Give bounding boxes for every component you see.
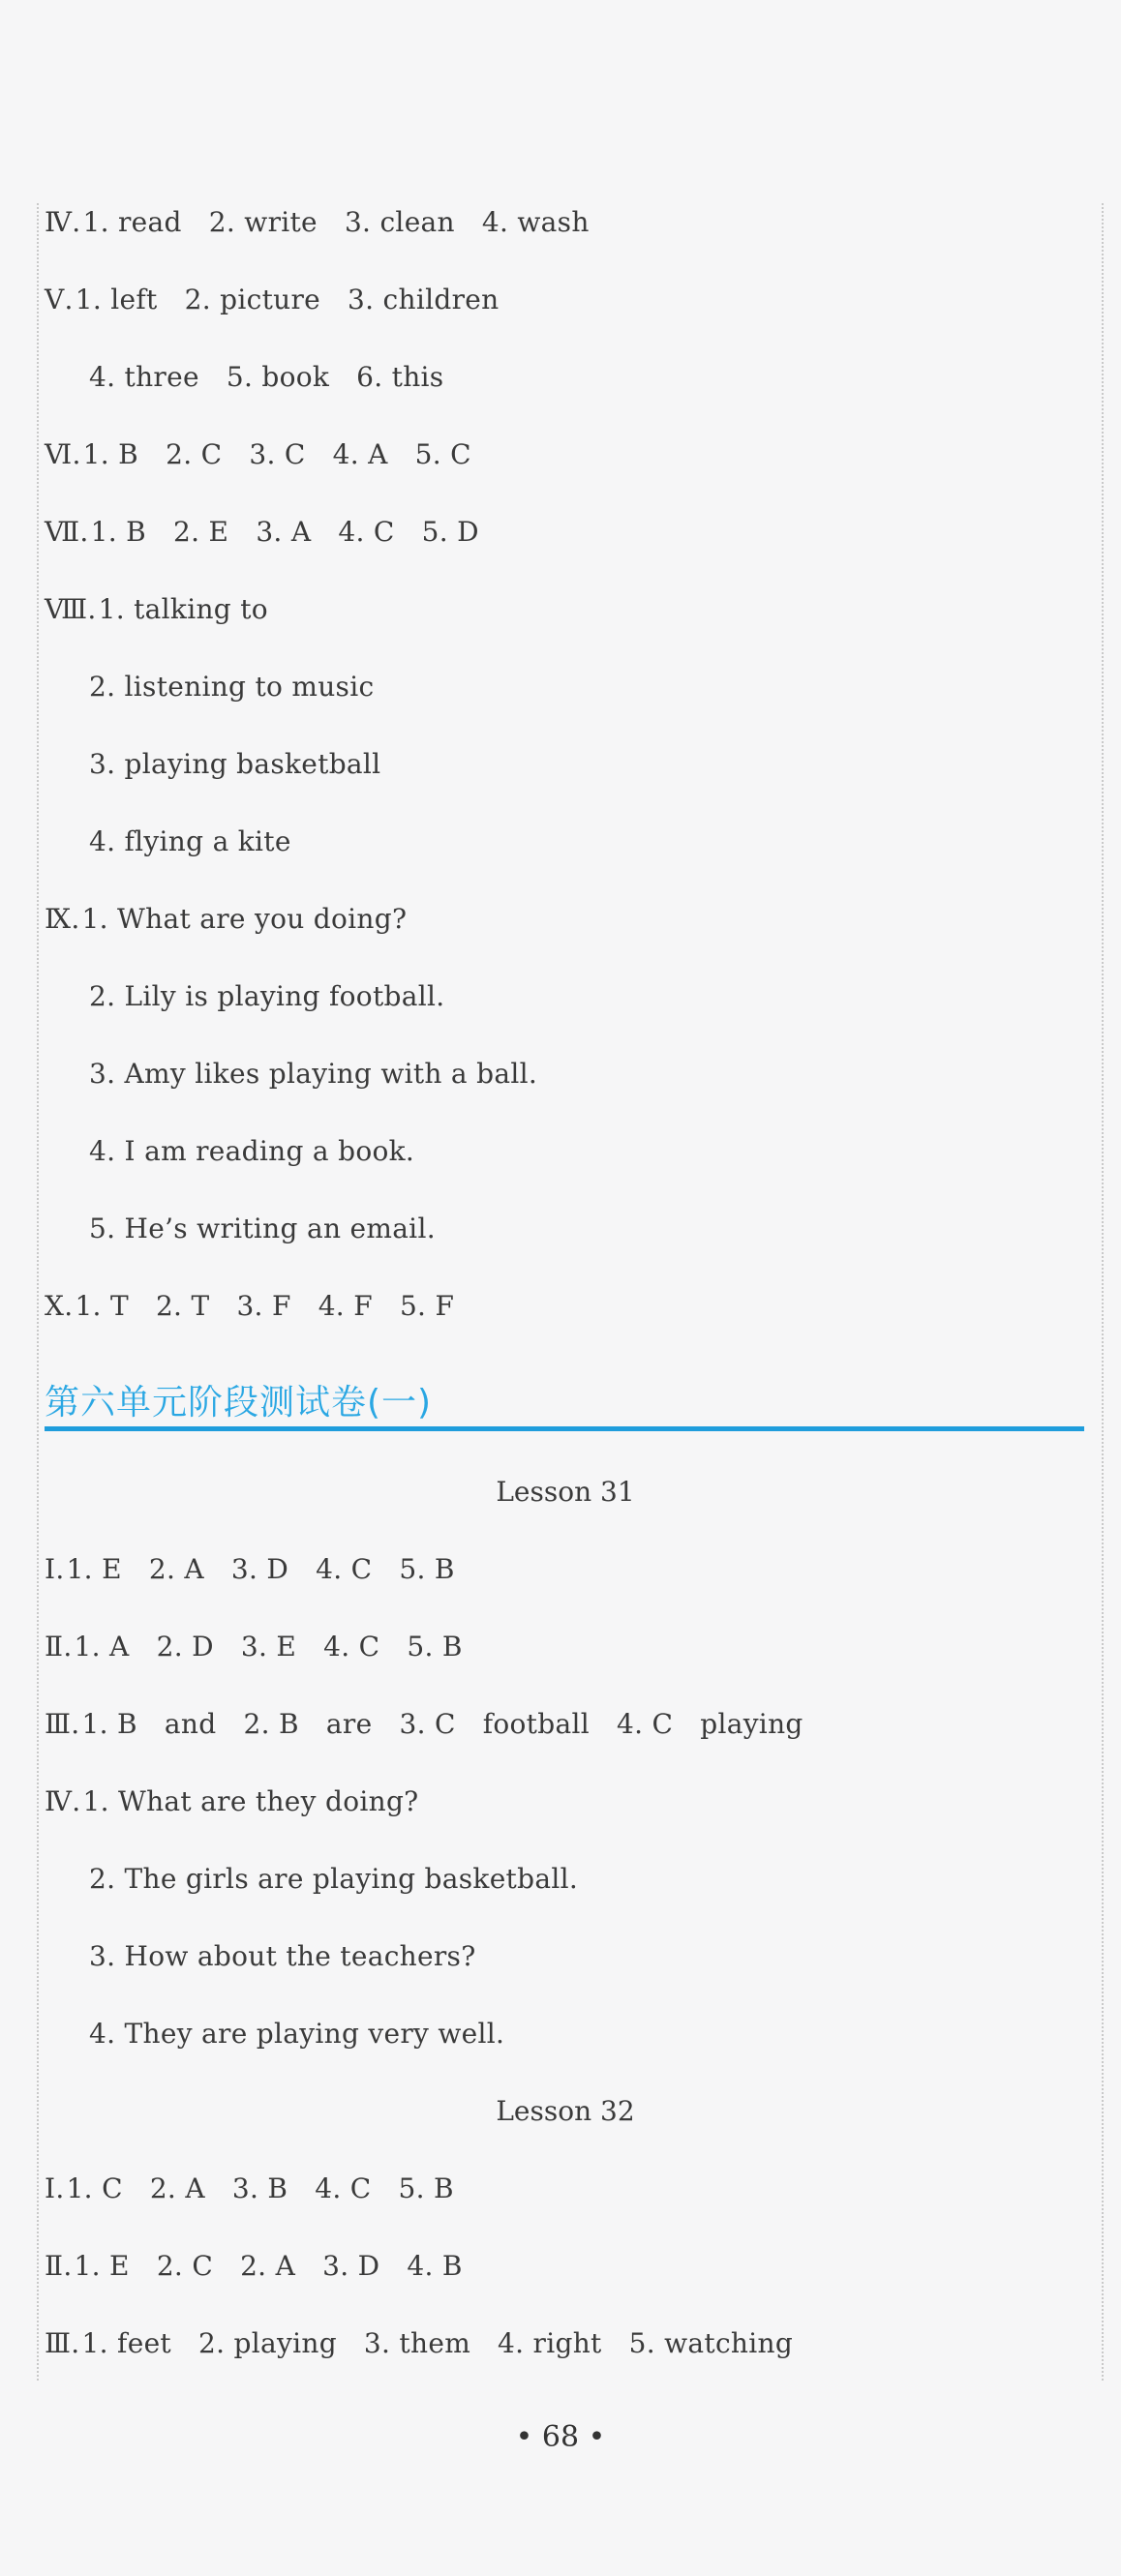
answer-line: Ⅰ.1. C 2. A 3. B 4. C 5. B [45,2172,454,2204]
answer-line: 2. listening to music [89,671,375,703]
right-margin-line [1102,203,1104,2381]
answer-line: Ⅲ.1. B and 2. B are 3. C football 4. C playing [45,1708,803,1740]
answer-line: 2. The girls are playing basketball. [89,1863,579,1895]
answer-line: 4. They are playing very well. [89,2018,505,2050]
section-title: 第六单元阶段测试卷(一) [45,1383,433,1423]
answer-line: 3. Amy likes playing with a ball. [89,1058,538,1090]
answer-line: Ⅵ.1. B 2. C 3. C 4. A 5. C [45,438,471,470]
answer-line: 4. flying a kite [89,825,291,857]
answer-line: Ⅶ.1. B 2. E 3. A 4. C 5. D [45,516,479,548]
left-margin-line [37,203,39,2381]
answer-line: 5. He’s writing an email. [89,1213,436,1244]
lesson-heading: Lesson 32 [496,2095,635,2127]
answer-line: Ⅸ.1. What are you doing? [45,903,408,935]
page-number: • 68 • [515,2420,606,2454]
answer-line: 2. Lily is playing football. [89,980,445,1012]
answer-line: Ⅳ.1. read 2. write 3. clean 4. wash [45,206,590,238]
answer-line: Ⅲ.1. feet 2. playing 3. them 4. right 5. watching [45,2327,794,2359]
answer-line: Ⅴ.1. left 2. picture 3. children [45,284,500,315]
answer-line: Ⅳ.1. What are they doing? [45,1785,419,1817]
answer-line: Ⅱ.1. A 2. D 3. E 4. C 5. B [45,1631,463,1662]
answer-line: Ⅷ.1. talking to [45,593,268,625]
answer-line: Ⅰ.1. E 2. A 3. D 4. C 5. B [45,1553,455,1585]
answer-line: 3. playing basketball [89,748,381,780]
lesson-heading: Lesson 31 [496,1476,635,1508]
section-rule [45,1426,1084,1431]
answer-line: 4. three 5. book 6. this [89,361,444,393]
answer-line: Ⅱ.1. E 2. C 2. A 3. D 4. B [45,2250,463,2282]
answer-line: Ⅹ.1. T 2. T 3. F 4. F 5. F [45,1290,455,1322]
answer-line: 3. How about the teachers? [89,1940,476,1972]
answer-line: 4. I am reading a book. [89,1135,415,1167]
